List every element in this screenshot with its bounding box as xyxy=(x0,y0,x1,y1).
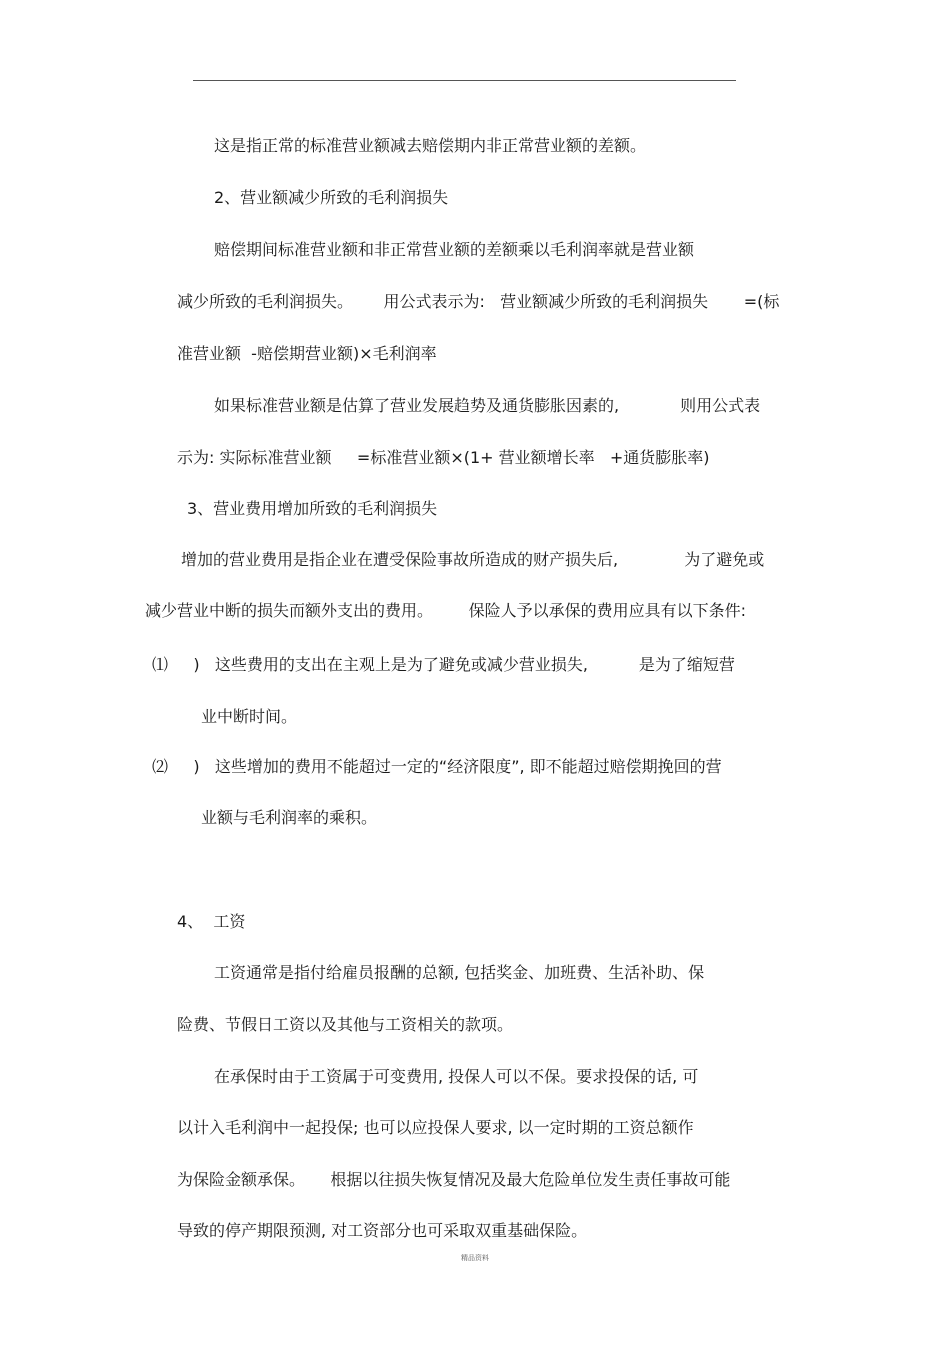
text-line: 以计入毛利润中一起投保; 也可以应投保人要求, 以一定时期的工资总额作 xyxy=(177,1118,694,1137)
list-item-continuation: 业中断时间。 xyxy=(201,707,298,726)
section-heading: 3、营业费用增加所致的毛利润损失 xyxy=(187,499,438,518)
list-item: ⑵ ) 这些增加的费用不能超过一定的“经济限度”, 即不能超过赔偿期挽回的营 xyxy=(152,757,722,776)
text-line: 赔偿期间标准营业额和非正常营业额的差额乘以毛利润率就是营业额 xyxy=(214,240,695,259)
text-line: 增加的营业费用是指企业在遭受保险事故所造成的财产损失后, 为了避免或 xyxy=(181,550,765,569)
text-line: 如果标准营业额是估算了营业发展趋势及通货膨胀因素的, 则用公式表 xyxy=(214,396,761,415)
text-line: 在承保时由于工资属于可变费用, 投保人可以不保。要求投保的话, 可 xyxy=(214,1067,699,1086)
text-line: 为保险金额承保。 根据以往损失恢复情况及最大危险单位发生责任事故可能 xyxy=(177,1170,731,1189)
header-rule xyxy=(193,80,736,81)
section-heading: 4、 工资 xyxy=(177,912,246,931)
section-heading: 2、营业额减少所致的毛利润损失 xyxy=(214,188,449,207)
text-line: 导致的停产期限预测, 对工资部分也可采取双重基础保险。 xyxy=(177,1221,588,1240)
text-line: 准营业额 -赔偿期营业额)×毛利润率 xyxy=(177,344,437,363)
text-line: 险费、节假日工资以及其他与工资相关的款项。 xyxy=(177,1015,514,1034)
text-line: 工资通常是指付给雇员报酬的总额, 包括奖金、加班费、生活补助、保 xyxy=(214,963,705,982)
text-line: 这是指正常的标准营业额减去赔偿期内非正常营业额的差额。 xyxy=(214,136,647,155)
list-item-continuation: 业额与毛利润率的乘积。 xyxy=(201,808,378,827)
text-line: 示为: 实际标准营业额 =标准营业额×(1+ 营业额增长率 +通货膨胀率) xyxy=(177,448,710,467)
text-line: 减少营业中断的损失而额外支出的费用。 保险人予以承保的费用应具有以下条件: xyxy=(145,601,746,620)
page-footer: 精品资料 xyxy=(461,1254,489,1262)
text-line: 减少所致的毛利润损失。 用公式表示为: 营业额减少所致的毛利润损失 =(标 xyxy=(177,292,780,311)
list-item: ⑴ ) 这些费用的支出在主观上是为了避免或减少营业损失, 是为了缩短营 xyxy=(152,655,735,674)
